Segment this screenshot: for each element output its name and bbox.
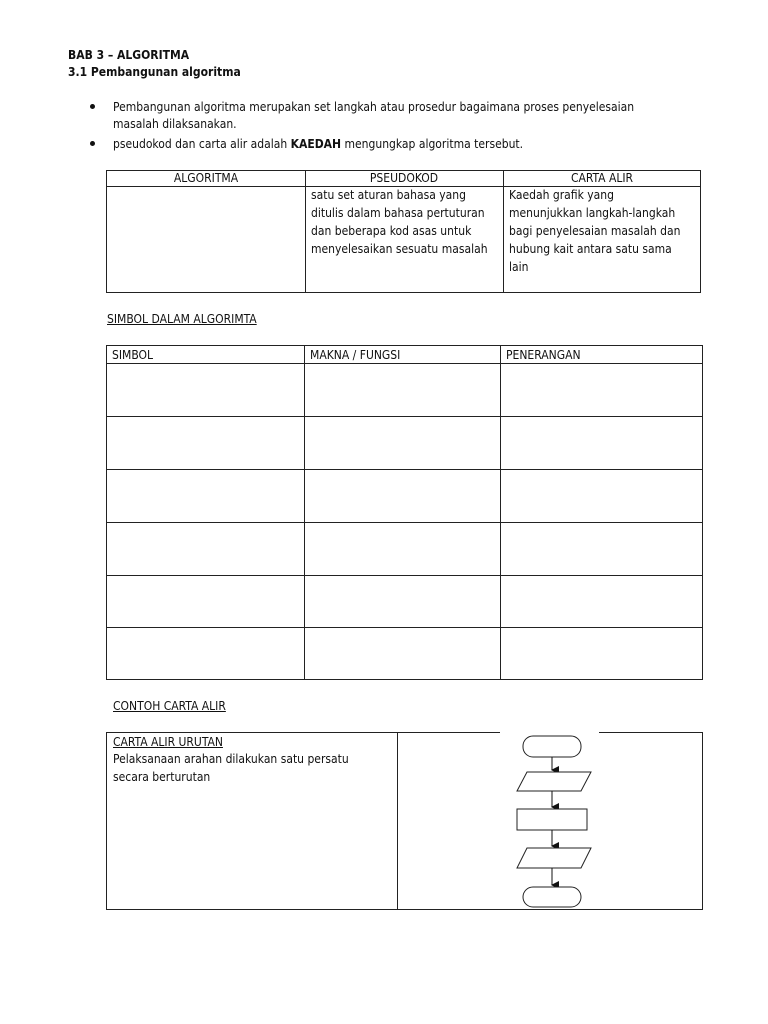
carta-alir-line: lain <box>509 260 529 274</box>
contoh-box-bottom-border <box>106 909 703 910</box>
end-terminator-shape <box>523 887 581 907</box>
carta-alir-line: bagi penyelesaian masalah dan <box>509 224 681 238</box>
header-pseudokod: PSEUDOKOD <box>369 171 439 185</box>
contoh-box-divider <box>397 732 398 910</box>
bullet-dot-icon <box>90 141 95 146</box>
bullet-2 <box>113 136 523 153</box>
start-terminator-shape <box>523 736 581 757</box>
bullet-2-text-end: mengungkap algoritma tersebut. <box>341 137 524 151</box>
contoh-box-top-border <box>599 732 703 733</box>
simbol-table-row-divider <box>106 416 703 417</box>
simbol-section-title: SIMBOL DALAM ALGORIMTA <box>107 312 257 326</box>
contoh-box-right-border <box>702 732 703 910</box>
pseudokod-line: menyelesaikan sesuatu masalah <box>311 242 488 256</box>
sequence-flowchart <box>505 730 605 912</box>
carta-alir-line: menunjukkan langkah-langkah <box>509 206 676 220</box>
process-rectangle-shape <box>517 809 587 830</box>
chapter-title: BAB 3 – ALGORITMA <box>68 48 190 62</box>
bullet-2-text: pseudokod dan carta alir adalah <box>113 137 291 151</box>
algorithm-table-col-divider <box>503 170 504 293</box>
carta-alir-line: hubung kait antara satu sama <box>509 242 672 256</box>
header-algoritma: ALGORITMA <box>173 171 239 185</box>
header-penerangan: PENERANGAN <box>506 348 581 362</box>
simbol-table-row-divider <box>106 522 703 523</box>
output-parallelogram-shape <box>517 848 591 868</box>
pseudokod-line: ditulis dalam bahasa pertuturan <box>311 206 485 220</box>
simbol-table-row-divider <box>106 469 703 470</box>
contoh-box-desc-line-1: Pelaksanaan arahan dilakukan satu persatu <box>113 752 349 766</box>
pseudokod-line: satu set aturan bahasa yang <box>311 188 466 202</box>
contoh-section-title: CONTOH CARTA ALIR <box>113 699 226 713</box>
bullet-1-line-2: masalah dilaksanakan. <box>113 117 237 131</box>
simbol-table-col-divider <box>304 345 305 680</box>
bullet-1-line-1: Pembangunan algoritma merupakan set langkah atau prosedur bagaimana proses penyelesaian <box>113 100 635 114</box>
simbol-table-row-divider <box>106 627 703 628</box>
header-carta-alir: CARTA ALIR <box>570 171 634 185</box>
carta-alir-line: Kaedah grafik yang <box>509 188 614 202</box>
contoh-box-left-border <box>106 732 107 910</box>
header-makna-fungsi: MAKNA / FUNGSI <box>310 348 401 362</box>
header-simbol: SIMBOL <box>112 348 154 362</box>
simbol-table-col-divider <box>500 345 501 680</box>
simbol-table-header-divider <box>106 363 703 364</box>
contoh-box-title: CARTA ALIR URUTAN <box>113 735 223 749</box>
section-title: 3.1 Pembangunan algoritma <box>68 65 241 79</box>
simbol-table-border <box>106 345 703 680</box>
bullet-dot-icon <box>90 104 95 109</box>
simbol-table-row-divider <box>106 575 703 576</box>
contoh-box-desc-line-2: secara berturutan <box>113 770 211 784</box>
pseudokod-line: dan beberapa kod asas untuk <box>311 224 472 238</box>
bullet-2-emphasis: KAEDAH <box>290 137 342 151</box>
input-parallelogram-shape <box>517 772 591 791</box>
algorithm-table-col-divider <box>305 170 306 293</box>
